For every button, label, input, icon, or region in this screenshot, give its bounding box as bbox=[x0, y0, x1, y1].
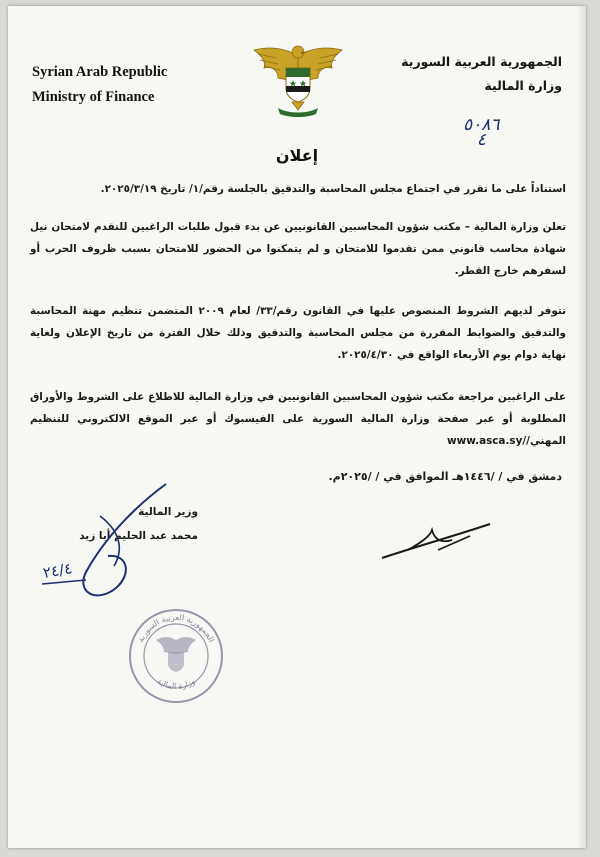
stamp-bottom-text: وزارة المالية bbox=[155, 676, 197, 691]
arabic-ministry-name: وزارة المالية bbox=[484, 78, 562, 93]
arabic-header bbox=[401, 50, 562, 98]
reference-number-top: ٥٠٨٦ bbox=[463, 115, 500, 135]
approval-signature bbox=[378, 516, 498, 566]
paragraph-2: تعلن وزارة المالية – مكتب شؤون المحاسبين القانونيين عن بدء قبول طلبات الراغبين للتقدم لامتحان نيل شهادة محاسب قانوني ممن تقدموا للامتحان و لم يتمكنوا من الحضور للامتحان بسبب ظروف الحرب أو لسفرهم خارج القطر. bbox=[30, 221, 566, 277]
arabic-country-name: الجمهورية العربية السورية bbox=[401, 54, 562, 69]
paragraph-4-text: على الراغبين مراجعة مكتب شؤون المحاسبين القانونيين في وزارة المالية للاطلاع على الشروط والأوراق المطلوبة أو عبر صفحة وزارة المالية السورية على الفيسبوك أو عبر الموقع الالكتروني للتنظيم المهني/ bbox=[30, 391, 566, 447]
english-header bbox=[32, 60, 167, 110]
signatory-role: وزير المالية bbox=[138, 506, 198, 518]
reference-number bbox=[463, 115, 500, 150]
paragraph-1: استناداً على ما تقرر في اجتماع مجلس المحاسبة والتدقيق بالجلسة رقم/١/ تاريخ ٢٠٢٥/٣/١٩. bbox=[100, 183, 566, 195]
page-edge-shadow bbox=[576, 6, 586, 848]
document-page bbox=[8, 6, 586, 848]
ministry-stamp bbox=[126, 606, 226, 706]
paragraph-3: تتوفر لديهم الشروط المنصوص عليها في القانون رقم/٣٣/ لعام ٢٠٠٩ المتضمن تنظيم مهنة المحاسبة والتدقيق والضوابط المقررة من مجلس المحاسبة والتدقيق وذلك خلال الفترة من تاريخ الإعلان ولغاية نهاية دوام يوم الأربعاء الواقع في ٢٠٢٥/٤/٣٠. bbox=[30, 305, 566, 361]
date-line: دمشق في / /١٤٤٦هـ الموافق في / /٢٠٢٥م. bbox=[328, 470, 562, 483]
handwritten-date: ٢٤/٤ bbox=[41, 559, 74, 582]
handwritten-signature bbox=[16, 476, 216, 616]
svg-text:وزارة المالية bbox=[155, 677, 196, 691]
svg-text:الجمهورية العربية السورية bbox=[136, 613, 216, 644]
english-ministry-name: Ministry of Finance bbox=[32, 89, 155, 105]
reference-number-bottom: ٤ bbox=[476, 130, 486, 150]
eagle-emblem-icon bbox=[248, 38, 348, 118]
paragraph-4 bbox=[30, 386, 566, 452]
stamp-top-text: الجمهورية العربية السورية bbox=[136, 612, 216, 644]
website-link[interactable]: www.asca.sy/ bbox=[447, 435, 527, 447]
announcement-title: إعلان bbox=[275, 146, 319, 165]
signatory-name: محمد عبد الحليم أبا زيد bbox=[79, 530, 198, 542]
english-country-name: Syrian Arab Republic bbox=[32, 64, 168, 80]
